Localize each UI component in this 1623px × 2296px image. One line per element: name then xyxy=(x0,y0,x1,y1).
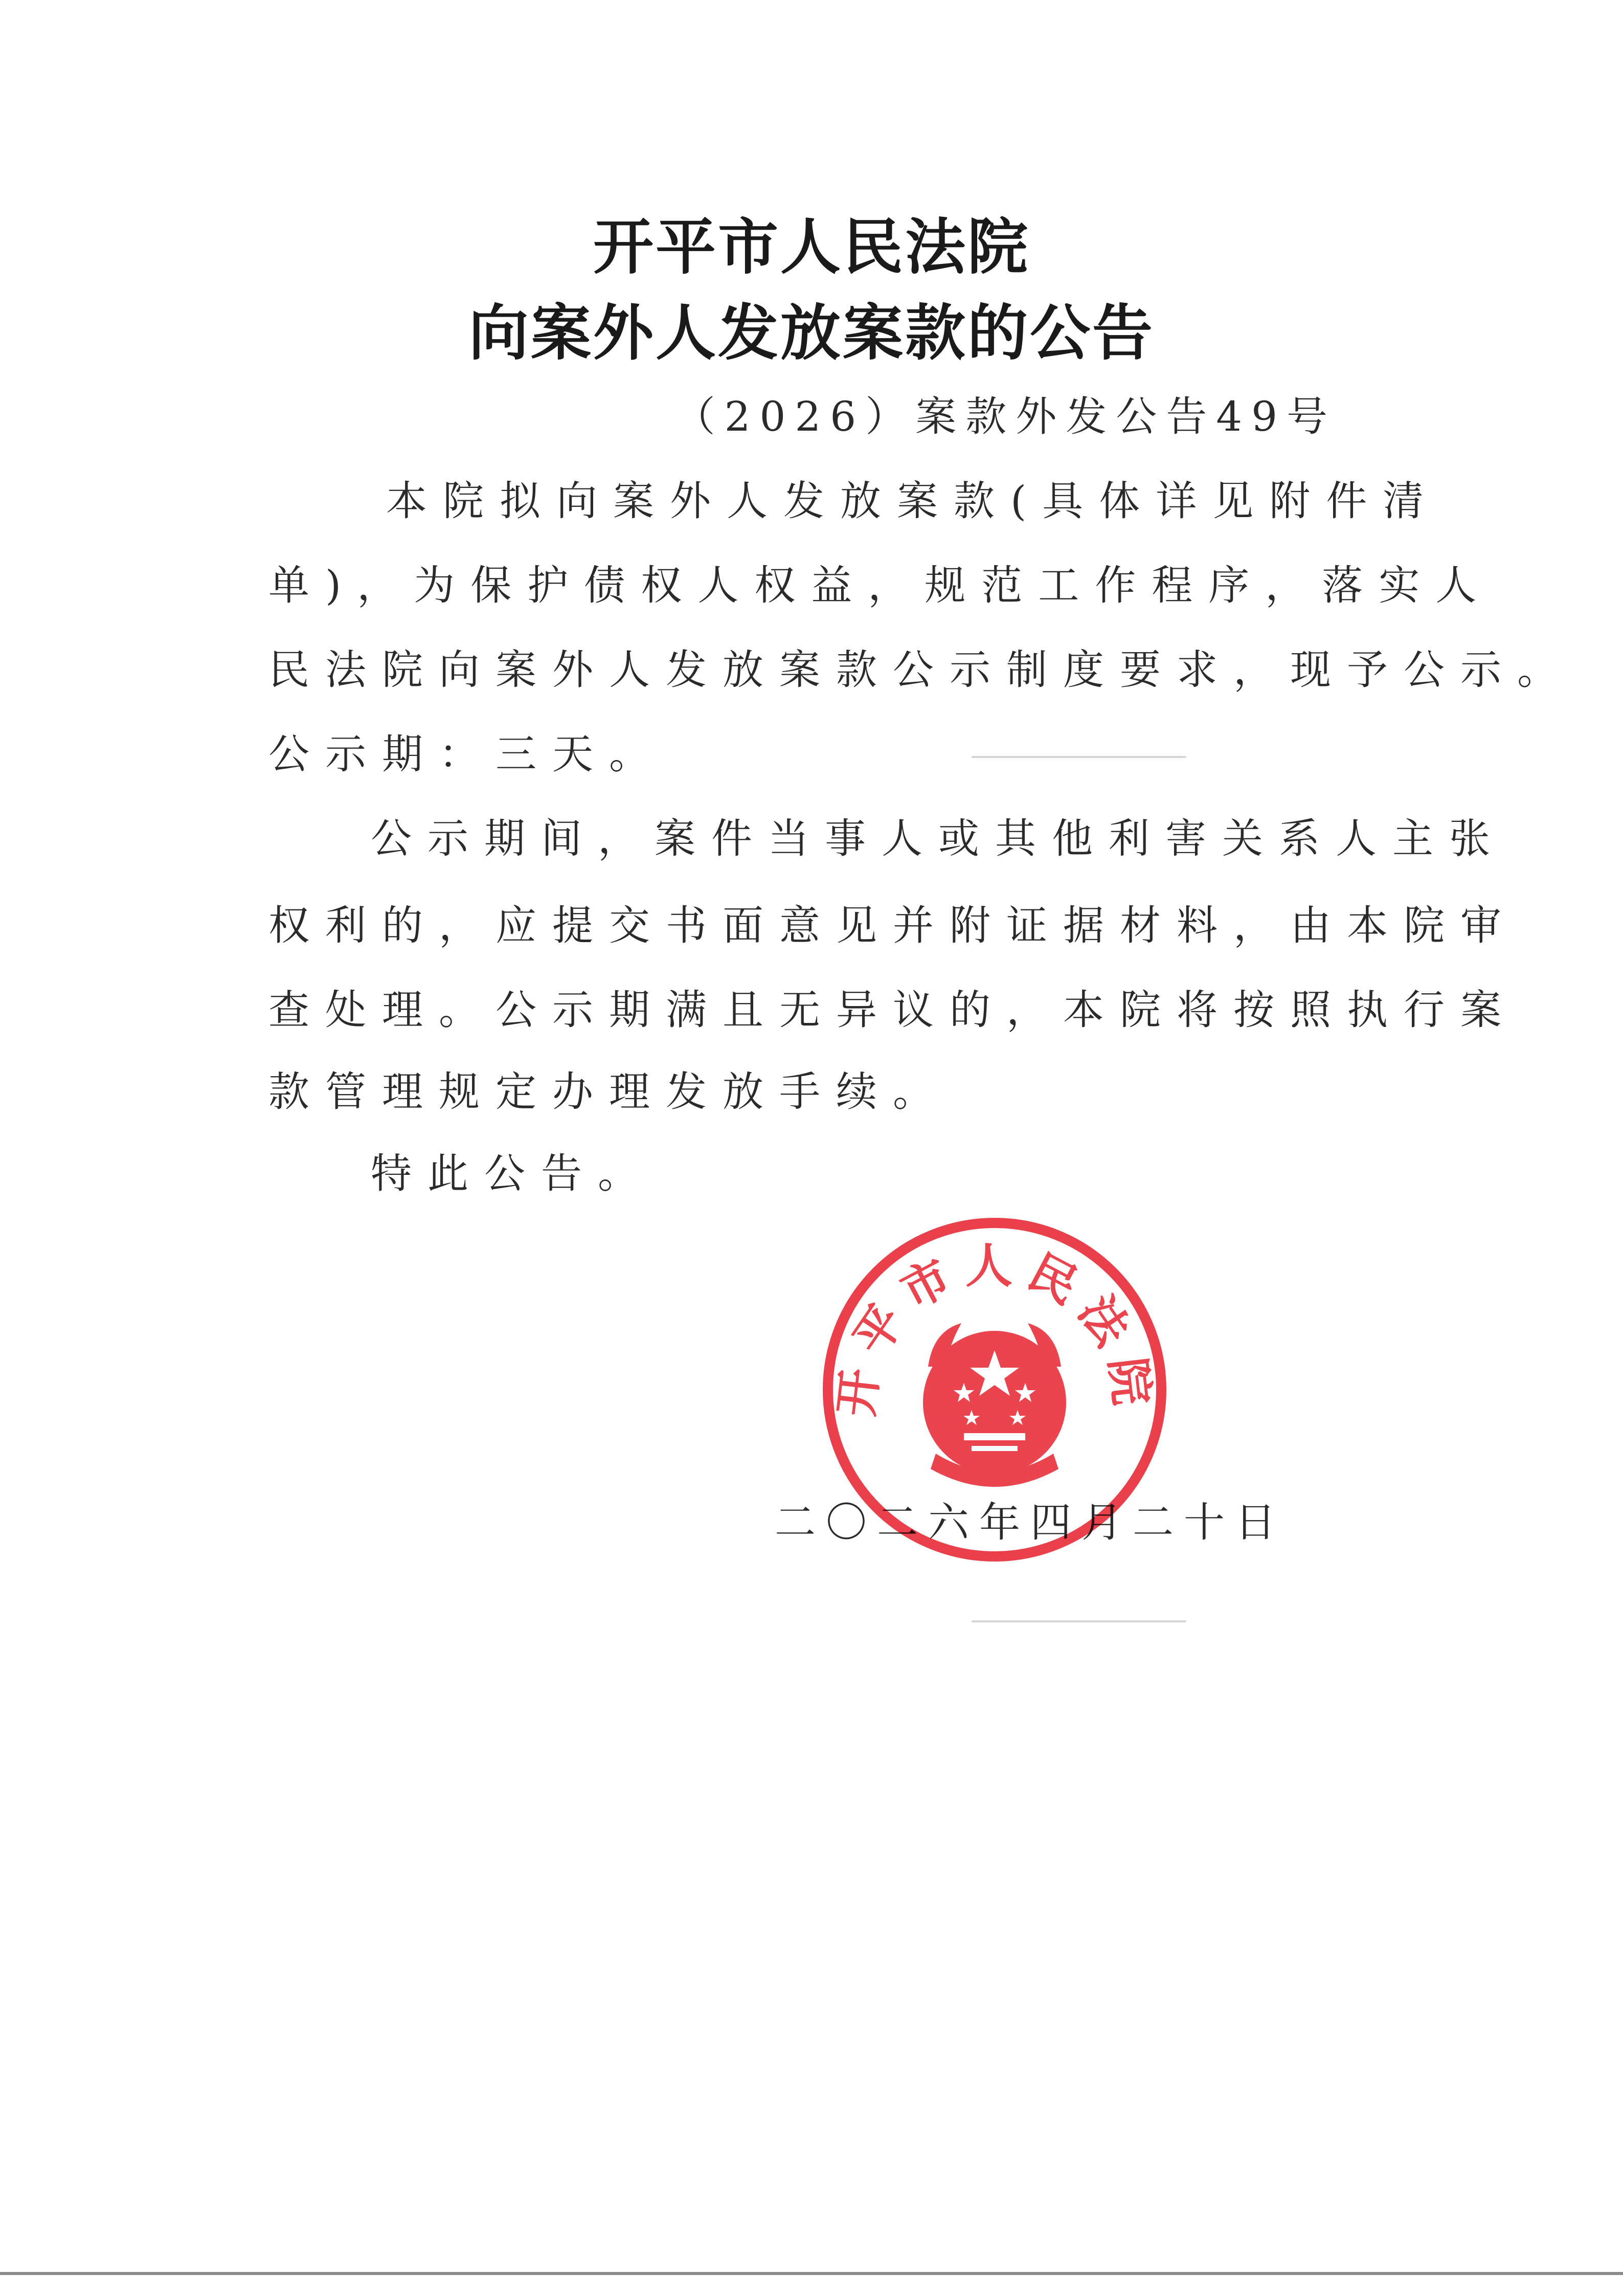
national-emblem-icon xyxy=(923,1323,1066,1487)
body-paragraph-1-line-4: 公示期：三天。 xyxy=(268,730,666,778)
svg-text:开平市人民法院: 开平市人民法院 xyxy=(828,1238,1161,1419)
body-paragraph-2-line-3: 查处理。公示期满且无异议的，本院将按照执行案 xyxy=(268,986,1517,1034)
document-number: （2026）案款外发公告49号 xyxy=(674,393,1337,440)
body-paragraph-1-line-2: 单)，为保护债权人权益，规范工作程序，落实人 xyxy=(268,562,1493,609)
body-paragraph-2-line-2: 权利的，应提交书面意见并附证据材料，由本院审 xyxy=(268,902,1517,949)
scan-artifact xyxy=(972,1620,1186,1622)
notice-title-line-2: 向案外人发放案款的公告 xyxy=(468,298,1155,368)
court-seal-stamp xyxy=(818,1213,1171,1566)
body-paragraph-2-line-1: 公示期间，案件当事人或其他利害关系人主张 xyxy=(371,815,1506,862)
body-paragraph-1-line-1: 本院拟向案外人发放案款(具体详见附件清 xyxy=(386,477,1440,525)
body-paragraph-2-line-4: 款管理规定办理发放手续。 xyxy=(268,1068,950,1116)
closing-phrase: 特此公告。 xyxy=(371,1150,655,1197)
scan-bottom-edge xyxy=(0,2272,1623,2275)
body-paragraph-1-line-3: 民法院向案外人发放案款公示制度要求，现予公示。 xyxy=(268,646,1574,694)
notice-date: 二〇二六年四月二十日 xyxy=(775,1499,1286,1546)
scan-artifact xyxy=(972,756,1186,758)
notice-title-line-1: 开平市人民法院 xyxy=(593,212,1030,282)
